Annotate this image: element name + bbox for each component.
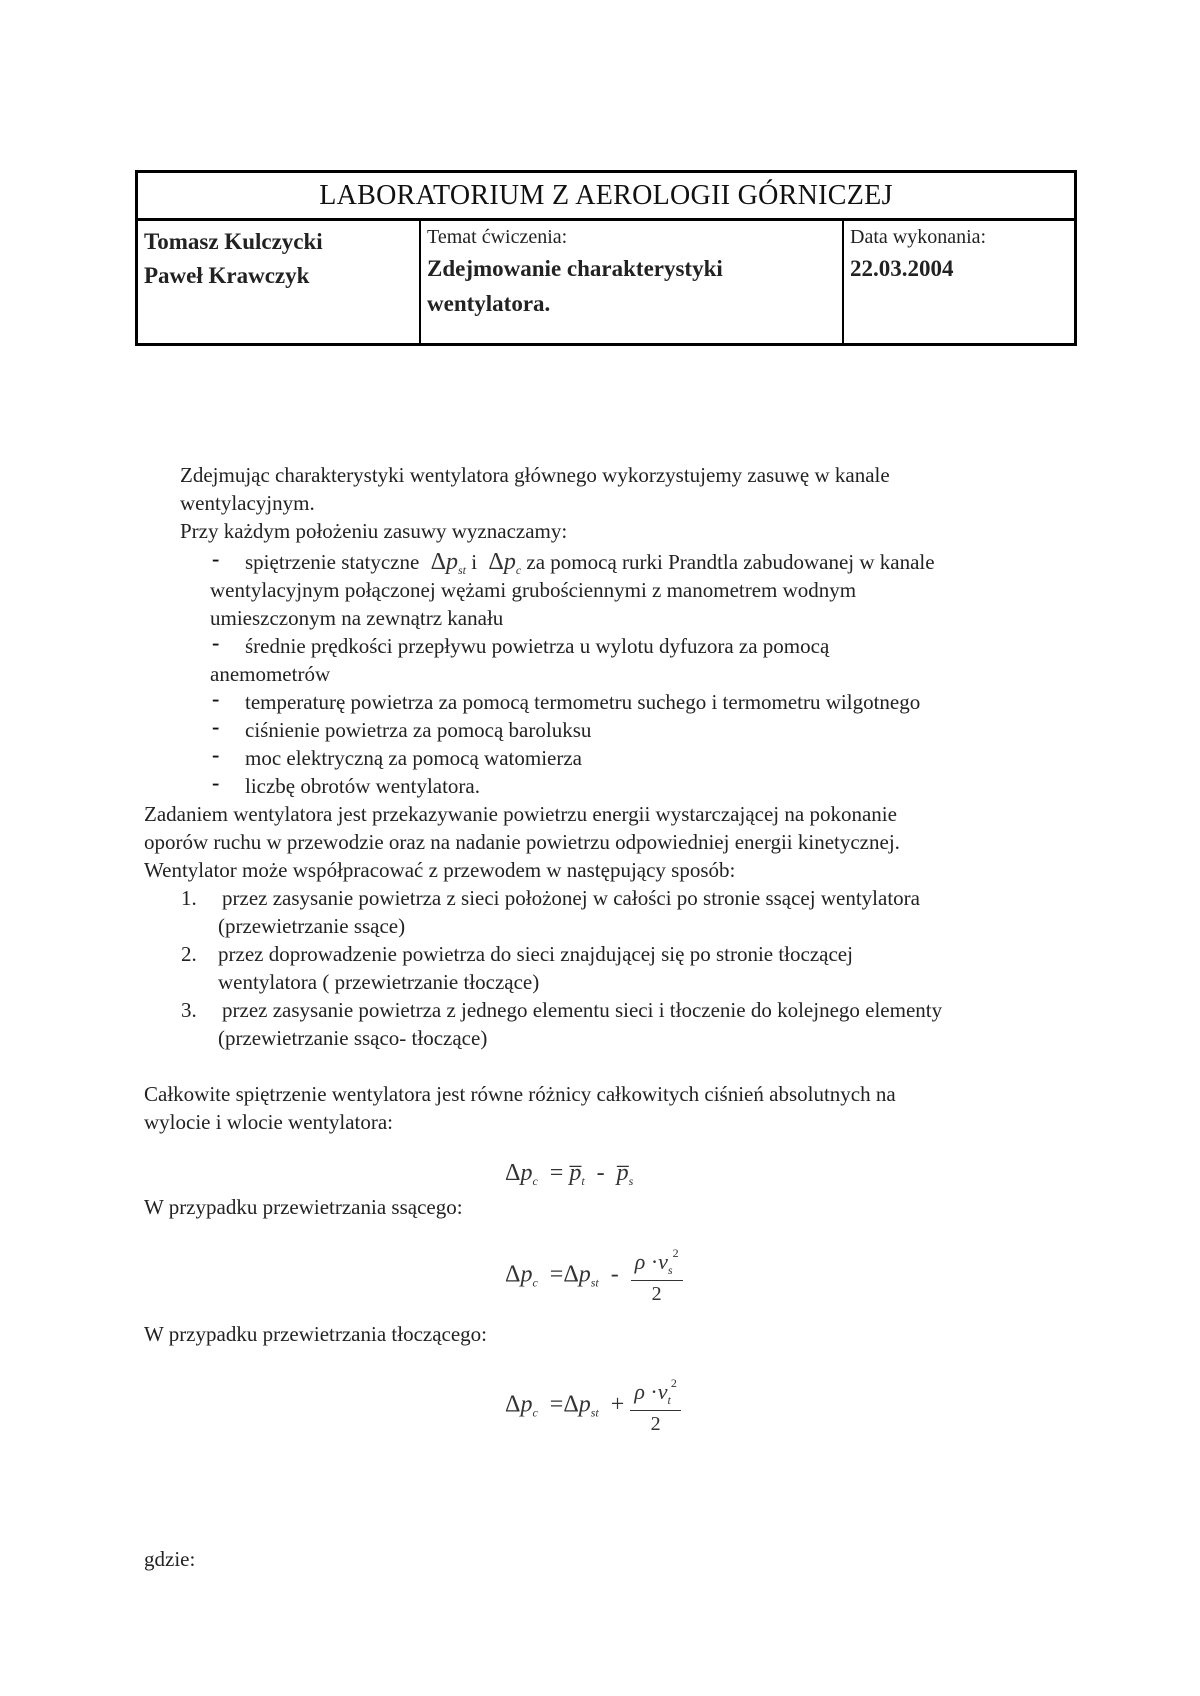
fraction: $\frac{\rho \cdot v_s^2}{2}$ (631, 1246, 683, 1306)
paragraph-line: wylocie i wlocie wentylatora: (144, 1110, 393, 1134)
list-number: 2. (181, 942, 197, 966)
authors-cell (138, 221, 421, 343)
date-value: 22.03.2004 (850, 256, 954, 281)
list-item-text: spiętrzenie statyczne (245, 550, 420, 574)
paragraph-line: oporów ruchu w przewodzie oraz na nadanie powietrzu odpowiedniej energii kinetycznej. (144, 830, 900, 854)
paragraph-line: W przypadku przewietrzania ssącego: (144, 1195, 463, 1219)
list-item-continuation: wentylacyjnym połączonej wężami grubościennymi z manometrem wodnym (210, 578, 857, 602)
bullet-dash: - (212, 742, 220, 767)
formula-pressure: $\Delta p_c =\Delta p_{st}$ + $\frac{\rho \cdot v_t^2}{2}$ (505, 1376, 681, 1436)
numbered-item: przez zasysanie powietrza z jednego elementu sieci i tłoczenie do kolejnego elementy (222, 998, 943, 1022)
document-title: LABORATORIUM Z AEROLOGII GÓRNICZEJ (138, 173, 1074, 221)
list-number: 3. (181, 998, 197, 1022)
paragraph-line: Przy każdym położeniu zasuwy wyznaczamy: (180, 519, 568, 543)
list-item: średnie prędkości przepływu powietrza u wylotu dyfuzora za pomocą (245, 634, 830, 658)
author-name: Tomasz Kulczycki (144, 229, 323, 254)
formula-delta-p-c: $\Delta p_c$ (488, 549, 522, 577)
header-table (135, 170, 1077, 346)
list-item: ciśnienie powietrza za pomocą baroluksu (245, 718, 592, 742)
numbered-item-continuation: wentylatora ( przewietrzanie tłoczące) (218, 970, 540, 994)
list-item-text: za pomocą rurki Prandtla zabudowanej w kanale (526, 550, 935, 574)
numbered-item-continuation: (przewietrzanie ssąco- tłoczące) (218, 1026, 488, 1050)
topic-value (427, 251, 836, 321)
paragraph-line: wentylacyjnym. (180, 491, 315, 515)
date-cell (844, 221, 1074, 343)
paragraph-line: Zadaniem wentylatora jest przekazywanie powietrzu energii wystarczającej na pokonanie (144, 802, 897, 826)
topic-line: Zdejmowanie charakterystyki (427, 256, 723, 281)
bullet-dash: - (212, 714, 220, 739)
numbered-item-continuation: (przewietrzanie ssące) (218, 914, 406, 938)
numbered-item: przez zasysanie powietrza z sieci położonej w całości po stronie ssącej wentylatora (222, 886, 920, 910)
paragraph-line: gdzie: (144, 1547, 196, 1571)
topic-line: wentylatora. (427, 291, 551, 316)
list-item: moc elektryczną za pomocą watomierza (245, 746, 582, 770)
numbered-item: przez doprowadzenie powietrza do sieci znajdującej się po stronie tłoczącej (218, 942, 853, 966)
formula-total-pressure: $\Delta p_c$ = $p̅_t$ - $p̅_s$ (505, 1160, 634, 1188)
bullet-dash: - (212, 686, 220, 711)
fraction: $\frac{\rho \cdot v_t^2}{2}$ (630, 1376, 681, 1436)
topic-cell (421, 221, 844, 343)
list-number: 1. (181, 886, 197, 910)
paragraph-line: Całkowite spiętrzenie wentylatora jest równe różnicy całkowitych ciśnień absolutnych na (144, 1082, 896, 1106)
formula-suction: $\Delta p_c =\Delta p_{st}$ - $\frac{\rho \cdot v_s^2}{2}$ (505, 1246, 683, 1306)
author-name: Paweł Krawczyk (144, 263, 310, 288)
formula-delta-p-st: $\Delta p_{st}$ (430, 549, 467, 577)
list-item: liczbę obrotów wentylatora. (245, 774, 480, 798)
topic-label: Temat ćwiczenia: (427, 226, 568, 248)
list-item: temperaturę powietrza za pomocą termometru suchego i termometru wilgotnego (245, 690, 921, 714)
bullet-dash: - (212, 630, 220, 655)
date-label: Data wykonania: (850, 226, 987, 248)
paragraph-line: Wentylator może współpracować z przewodem w następujący sposób: (144, 858, 736, 882)
bullet-dash: - (212, 546, 220, 571)
list-item-text: i (471, 550, 478, 574)
list-item-continuation: umieszczonym na zewnątrz kanału (210, 606, 504, 630)
header-info-row (138, 221, 1074, 343)
paragraph-line: W przypadku przewietrzania tłoczącego: (144, 1322, 488, 1346)
bullet-dash: - (212, 770, 220, 795)
list-item-continuation: anemometrów (210, 662, 331, 686)
paragraph-line: Zdejmując charakterystyki wentylatora głównego wykorzystujemy zasuwę w kanale (180, 463, 890, 487)
